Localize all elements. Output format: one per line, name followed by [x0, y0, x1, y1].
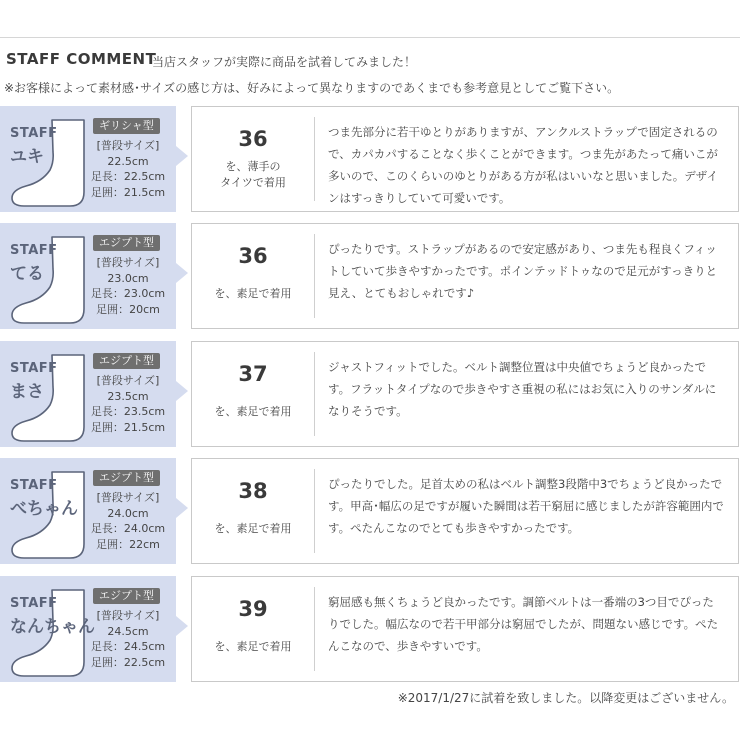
section-title: STAFF COMMENT [6, 50, 157, 68]
foot-length: 足長：23.0cm [90, 287, 166, 300]
comment-card [191, 576, 739, 682]
foot-type-badge: エジプト型 [93, 353, 160, 369]
tried-size: 38 [238, 479, 268, 503]
pointer-arrow-icon [176, 616, 188, 636]
foot-type-badge: ギリシャ型 [93, 118, 160, 134]
comment-card [191, 106, 739, 212]
tried-size: 36 [238, 244, 268, 268]
foot-length: 足長：24.0cm [90, 522, 166, 535]
usual-size-value: 23.5cm [107, 389, 149, 403]
usual-size-value: 22.5cm [107, 154, 149, 168]
foot-girth: 足囲：21.5cm [90, 420, 166, 434]
usual-size-label: [普段サイズ] [96, 609, 160, 622]
usual-size-value: 23.0cm [107, 271, 149, 285]
size-info [80, 138, 176, 200]
foot-type-badge: エジプト型 [93, 235, 160, 251]
staff-profile-panel [0, 576, 176, 682]
pointer-arrow-icon [176, 381, 188, 401]
tried-condition [192, 159, 314, 191]
foot-girth: 足囲：21.5cm [90, 185, 166, 199]
tried-condition [192, 286, 314, 302]
foot-type-badge: エジプト型 [93, 588, 160, 604]
staff-comment-text: ぴったりでした。足首太めの私はベルト調整3段階中3でちょうど良かったです。甲高･幅広の足ですが履いた瞬間は若干窮屈に感じましたが許容範囲内です。ぺたんこなのでとても歩きやすかったです。 [328, 477, 724, 535]
section-subtitle: 当店スタッフが実際に商品を試着してみました！ [152, 55, 417, 69]
staff-profile-panel [0, 341, 176, 447]
usual-size-value: 24.5cm [107, 624, 149, 638]
staff-name: てる [10, 264, 44, 284]
staff-comment-row [0, 223, 740, 329]
foot-length: 足長：23.5cm [90, 405, 166, 418]
tried-size: 39 [238, 597, 268, 621]
staff-comment-row [0, 106, 740, 212]
foot-type-badge: エジプト型 [93, 470, 160, 486]
staff-label: STAFF [10, 361, 58, 376]
usual-size-label: [普段サイズ] [96, 491, 160, 504]
card-divider [314, 469, 315, 553]
footer-note: ※2017/1/27に試着を致しました。以降変更はございません。 [397, 691, 734, 705]
pointer-arrow-icon [176, 146, 188, 166]
staff-comment-text: ぴったりです。ストラップがあるので安定感があり、つま先も程良くフィットしていて歩きやすかったです。ポインテッドトゥなので足元がすっきりと見え、とてもおしゃれです♪ [328, 242, 718, 300]
foot-length: 足長：24.5cm [90, 640, 166, 653]
tried-size: 36 [238, 127, 268, 151]
pointer-arrow-icon [176, 498, 188, 518]
tried-condition-line-2: タイツで着用 [220, 176, 286, 189]
size-info [80, 608, 176, 670]
staff-label: STAFF [10, 478, 58, 493]
staff-label: STAFF [10, 596, 58, 611]
tried-condition-line-1: を、素足で着用 [214, 287, 292, 300]
staff-comment-row [0, 576, 740, 682]
comment-card [191, 341, 739, 447]
staff-name: なんちゃん [10, 617, 95, 637]
comment-card [191, 223, 739, 329]
size-info [80, 255, 176, 317]
usual-size-label: [普段サイズ] [96, 374, 160, 387]
size-info [80, 373, 176, 435]
staff-comment-text: つま先部分に若干ゆとりがありますが、アンクルストラップで固定されるので、カパカパすることなく歩くことができます。つま先があたって痛いこが多いので、このくらいのゆとりがある方が私はいいなと思いました。デザインはすっきりしていて可愛いです。 [328, 125, 718, 205]
card-divider [314, 117, 315, 201]
staff-comment-row [0, 458, 740, 564]
tried-condition [192, 521, 314, 537]
disclaimer-note: ※お客様によって素材感･サイズの感じ方は、好みによって異なりますのであくまでも参考意見としてご覧下さい。 [4, 81, 620, 95]
staff-comment-text: ジャストフィットでした。ベルト調整位置は中央値でちょうど良かったです。フラットタイプなので歩きやすさ重視の私にはお気に入りのサンダルになりそうです。 [328, 360, 717, 418]
card-divider [314, 234, 315, 318]
pointer-arrow-icon [176, 263, 188, 283]
card-divider [314, 587, 315, 671]
foot-girth: 足囲：22.5cm [90, 655, 166, 669]
staff-profile-panel [0, 106, 176, 212]
usual-size-label: [普段サイズ] [96, 256, 160, 269]
page-header [0, 0, 740, 100]
tried-condition-line-1: を、素足で着用 [214, 522, 292, 535]
comment-card [191, 458, 739, 564]
usual-size-value: 24.0cm [107, 506, 149, 520]
staff-label: STAFF [10, 126, 58, 141]
header-divider [0, 37, 740, 38]
staff-profile-panel [0, 223, 176, 329]
tried-condition [192, 639, 314, 655]
staff-label: STAFF [10, 243, 58, 258]
tried-condition-line-1: を、素足で着用 [214, 405, 292, 418]
size-info [80, 490, 176, 552]
staff-name: ユキ [10, 147, 44, 167]
staff-name: べちゃん [10, 499, 78, 519]
tried-condition-line-1: を、素足で着用 [214, 640, 292, 653]
tried-condition-line-1: を、薄手の [225, 160, 281, 173]
staff-profile-panel [0, 458, 176, 564]
card-divider [314, 352, 315, 436]
foot-girth: 足囲：22cm [96, 537, 160, 551]
staff-comment-text: 窮屈感も無くちょうど良かったです。調節ベルトは一番端の3つ目でぴったりでした。幅広なので若干甲部分は窮屈でしたが、問題ない感じです。ぺたんこなので、歩きやすいです。 [328, 595, 719, 653]
tried-size: 37 [238, 362, 268, 386]
tried-condition [192, 404, 314, 420]
foot-length: 足長：22.5cm [90, 170, 166, 183]
staff-name: まさ [10, 382, 44, 402]
staff-comment-row [0, 341, 740, 447]
foot-girth: 足囲：20cm [96, 302, 160, 316]
usual-size-label: [普段サイズ] [96, 139, 160, 152]
